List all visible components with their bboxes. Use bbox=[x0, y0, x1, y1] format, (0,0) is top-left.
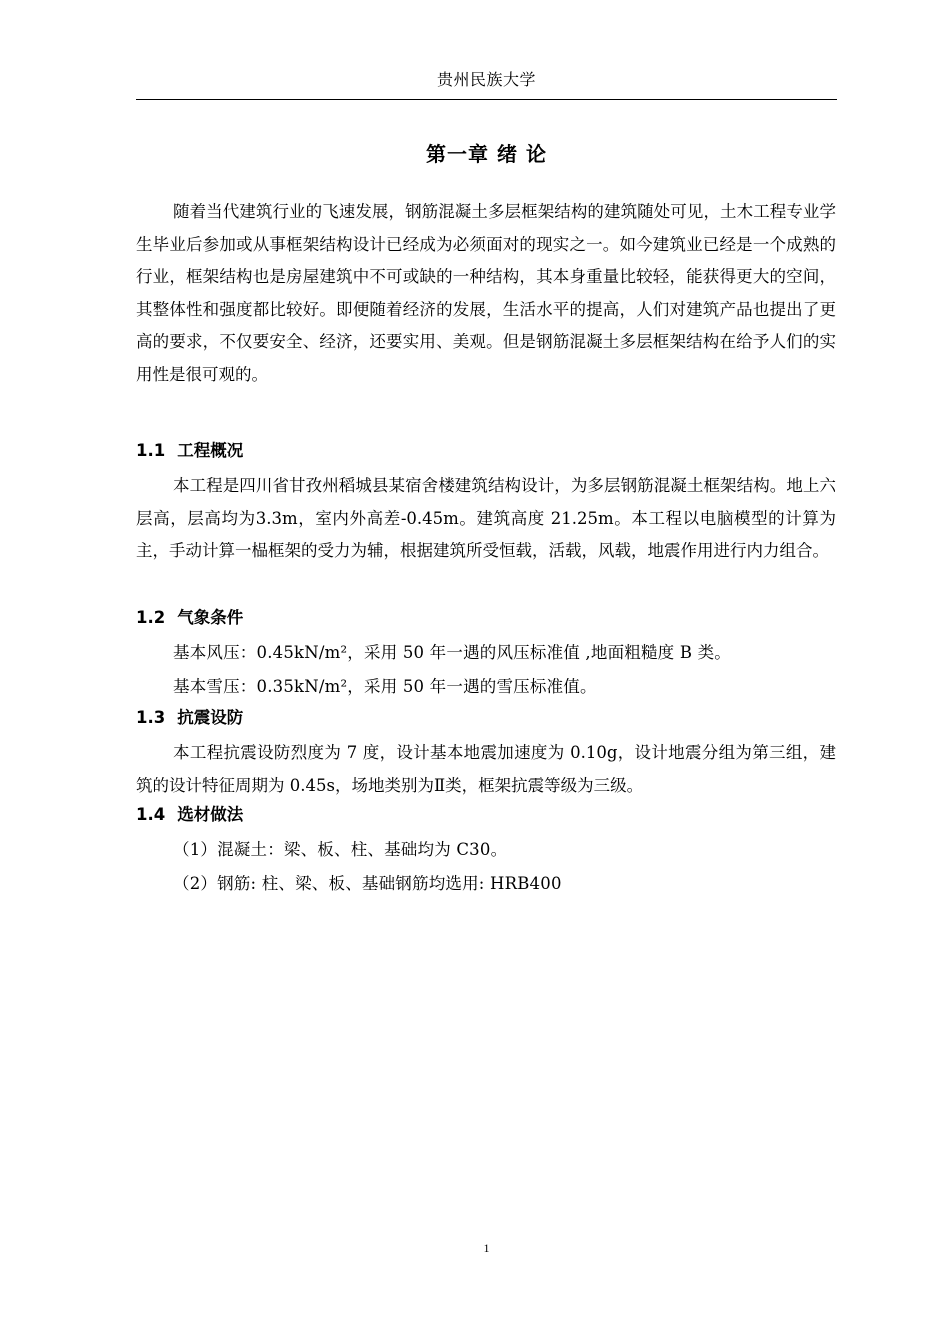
intro-paragraph: 随着当代建筑行业的飞速发展，钢筋混凝土多层框架结构的建筑随处可见，土木工程专业学生毕业后参加或从事框架结构设计已经成为必须面对的现实之一。如今建筑业已经是一个成熟的行业，框架结构也是房屋建筑中不可或缺的一种结构，其本身重量比较轻，能获得更大的空间，其整体性和强度都比较好。即便随着经济的发展，生活水平的提高，人们对建筑产品也提出了更高的要求，不仅要安全、经济，还要实用、美观。但是钢筋混凝土多层框架结构在给予人们的实用性是很可观的。 bbox=[136, 202, 836, 384]
section-1-1-paragraph: 本工程是四川省甘孜州稻城县某宿舍楼建筑结构设计，为多层钢筋混凝土框架结构。地上六层高，层高均为3.3m，室内外高差-0.45m。建筑高度 21.25m。本工程以电脑模型的计算为主，手动计算一榀框架的受力为辅，根据建筑所受恒载，活载，风载，地震作用进行内力组合。 bbox=[136, 476, 836, 561]
section-1-3-paragraph: 本工程抗震设防烈度为 7 度，设计基本地震加速度为 0.10g，设计地震分组为第三组，建筑的设计特征周期为 0.45s，场地类别为Ⅱ类，框架抗震等级为三级。 bbox=[136, 743, 836, 795]
section-heading-1-1 bbox=[136, 438, 243, 464]
header-university-name: 贵州民族大学 bbox=[436, 70, 536, 89]
section-number: 1.3 bbox=[136, 708, 166, 727]
snow-pressure-line: 基本雪压：0.35kN/m²，采用 50 年一遇的雪压标准值。 bbox=[173, 677, 597, 696]
section-heading-1-3 bbox=[136, 705, 243, 731]
section-title: 工程概况 bbox=[177, 441, 244, 460]
page-header bbox=[136, 62, 837, 100]
section-number: 1.1 bbox=[136, 441, 166, 460]
section-heading-1-4 bbox=[136, 802, 243, 828]
chapter-title: 第一章 绪 论 bbox=[426, 142, 547, 166]
section-heading-1-2 bbox=[136, 605, 243, 631]
section-title: 抗震设防 bbox=[177, 708, 244, 727]
section-number: 1.4 bbox=[136, 805, 166, 824]
section-number: 1.2 bbox=[136, 608, 166, 627]
wind-pressure-line: 基本风压：0.45kN/m²，采用 50 年一遇的风压标准值 ,地面粗糙度 B 类。 bbox=[173, 643, 731, 662]
page-number: 1 bbox=[483, 1241, 490, 1255]
section-title: 气象条件 bbox=[177, 608, 244, 627]
section-title: 选材做法 bbox=[177, 805, 244, 824]
material-rebar-line: （2）钢筋: 柱、梁、板、基础钢筋均选用: HRB400 bbox=[173, 874, 562, 893]
material-concrete-line: （1）混凝土：梁、板、柱、基础均为 C30。 bbox=[173, 840, 508, 859]
